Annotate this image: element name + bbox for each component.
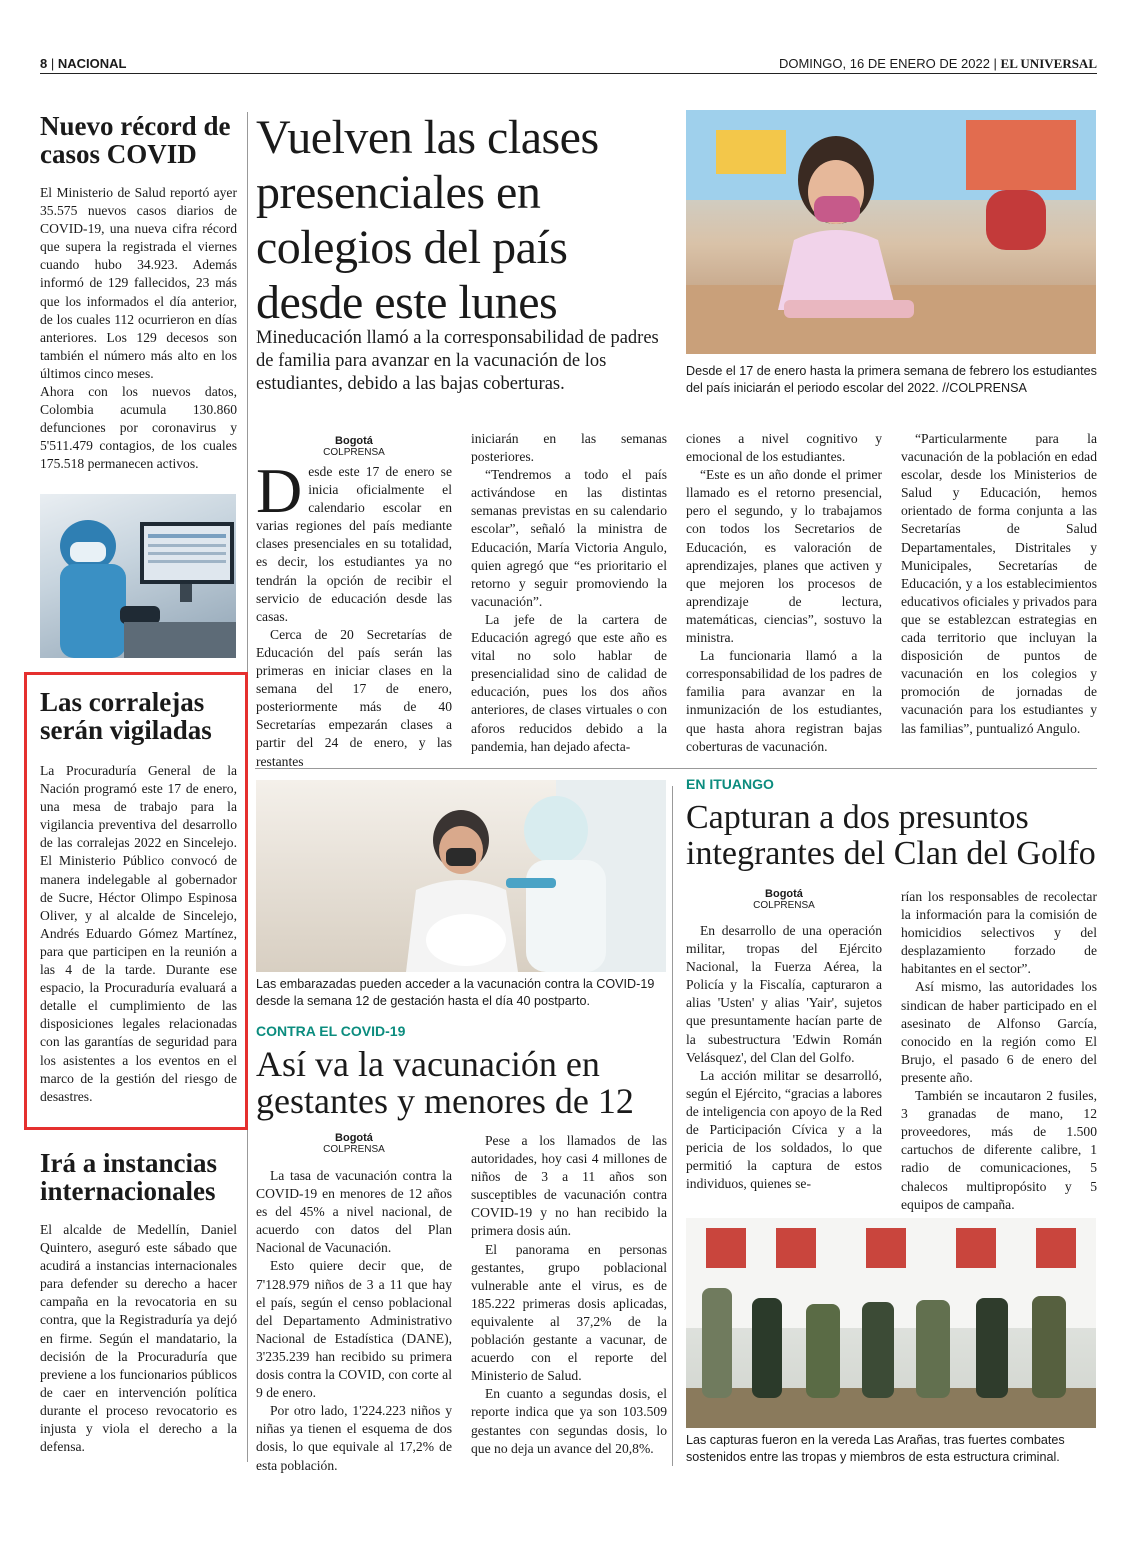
covid-body: El Ministerio de Salud reportó ayer 35.575 nuevos casos diarios de COVID-19, una nueva cifra récord que supera la registrada el viernes cuando hubo 34.923. Además informó de 129 fallecidos, 23 más que los informados el día anterior, de los cuales 112 ocurrieron en días anteriores. Los 129 decesos son también el número más alto en los últimos cinco meses. Ahora con los nuevos datos, Colombia acumula 130.860 defunciones por coronavirus y 5'511.479 contagios, de los cuales 175.518 permanecen activos. bbox=[40, 185, 237, 472]
corralejas-brief bbox=[40, 688, 237, 1106]
issue-date: DOMINGO, 16 DE ENERO DE 2022 bbox=[778, 56, 990, 71]
column-divider bbox=[672, 786, 673, 1466]
page-header bbox=[40, 54, 1097, 72]
dateline-agency: COLPRENSA bbox=[323, 447, 385, 458]
clases-deck: Mineducación llamó a la corresponsabilidad de padres de familia para avanzar en la vacunación de los estudiantes, debido a las bajas coberturas. bbox=[256, 328, 659, 394]
header-rule bbox=[40, 73, 1097, 74]
covid-brief bbox=[40, 112, 237, 474]
student-image bbox=[686, 110, 1096, 354]
clases-col2: iniciarán en las semanas posteriores. “Tendremos a todo el país activándose en las distintas semanas previstas en su calendario escolar”, señaló la ministra de Educación, María Victoria Angulo, quien agregó que “es prioritario el retorno y seguir promoviendo la vacunación”. La jefe de la cartera de Educación agregó que este año es vital no solo hablar de presencialidad sino de calidad de educación, pues los dos años anteriores, de clases virtuales o con aforos reducidos debido a la pandemia, han dejado afecta- bbox=[471, 431, 667, 754]
dateline-city: Bogotá bbox=[335, 1132, 373, 1144]
page-number: 8 bbox=[40, 56, 48, 71]
healthcare-worker-image bbox=[40, 494, 236, 658]
vacunacion-kicker: CONTRA EL COVID-19 bbox=[256, 1023, 406, 1039]
ituango-col2: rían los responsables de recolectar la información para la comisión de homicidios selectivos y del desplazamiento forzado de habitantes en el sector”. Así mismo, las autoridades los sindican de haber participado en el asesinato de Alfonso García, conocido en la región como El Brujo, el pasado 6 de enero del presente año. También se incautaron 2 fusiles, 3 granadas de mano, 12 proveedores, más de 1.500 cartuchos de diferente calibre, 1 radio de comunicaciones, 5 chalecos multipropósito y 5 equipos de campaña. bbox=[901, 889, 1097, 1212]
clases-headline: Vuelven las clases presenciales en colegios del país desde este lunes bbox=[256, 111, 599, 329]
capture-caption: Las capturas fueron en la vereda Las Arañas, tras fuertes combates sostenidos entre las tropas y miembros de esta estructura criminal. bbox=[686, 1433, 1065, 1464]
issue-info: DOMINGO, 16 DE ENERO DE 2022 | EL UNIVERSAL bbox=[778, 56, 1097, 71]
vacunacion-dateline bbox=[256, 1133, 452, 1155]
covid-title: Nuevo récord de casos COVID bbox=[40, 111, 231, 169]
page-section: 8 | NACIONAL bbox=[40, 56, 127, 71]
instancias-title: Irá a instancias internacionales bbox=[40, 1148, 218, 1206]
dateline-city: Bogotá bbox=[335, 435, 373, 447]
vaccination-caption: Las embarazadas pueden acceder a la vacunación contra la COVID-19 desde la semana 12 de gestación hasta el día 40 postparto. bbox=[256, 977, 655, 1008]
clases-col1: D esde este 17 de enero se inicia oficialmente el calendario escolar en varias regiones del país mediante clases presenciales en su totalidad, es decir, los estudiantes ya no tendrán la opción de recibir el servicio de educación desde las casas. Cerca de 20 Secretarías de Educación del país serán las primeras en iniciar clases en la semana del 17 de enero, posteriormente más de 40 Secretarías empezarán clases a partir del 24 de enero, y las restantes bbox=[256, 455, 452, 769]
dateline-city: Bogotá bbox=[765, 888, 803, 900]
classroom-photo bbox=[686, 110, 1096, 354]
vacunacion-col2: Pese a los llamados de las autoridades, hoy casi 4 millones de niños de 3 a 11 años son susceptibles de vacunación contra COVID-19 y no han recibido la primera dosis aún. El panorama en personas gestantes, grupo poblacional vulnerable ante el virus, es de 185.222 primeras dosis aplicadas, equivalente al 37,2% de la población gestante a vacunar, de acuerdo con el reporte del Ministerio de Salud. En cuanto a segundas dosis, el reporte indica que ya son 103.509 gestantes con segundas dosis, lo que no deja un avance del 20,8%. bbox=[471, 1133, 667, 1456]
covid-photo bbox=[40, 494, 236, 658]
ituango-dateline bbox=[686, 889, 882, 911]
instancias-body: El alcalde de Medellín, Daniel Quintero, aseguró este sábado que acudirá a instancias internacionales para defender su derecho a hacer campaña en la revocatoria en su contra, que la Registraduría ya dejó en firme. Según el mandatario, la decisión de la Procuraduría que previene a los funcionarios públicos de caer en intervención política durante el proceso revocatorio es injusta y viola el derecho a la defensa. bbox=[40, 1222, 237, 1455]
soldiers-image bbox=[686, 1218, 1096, 1428]
capture-photo bbox=[686, 1218, 1096, 1428]
vaccination-photo bbox=[256, 780, 666, 972]
clases-col4: “Particularmente para la vacunación de la población en edad escolar, desde los Ministerios de Salud y Educación, hemos orientado de forma conjunta a las Secretarías de Salud Departamentales, Distritales y Municipales, Secretarías de Educación, y a los establecimientos educativos oficiales y privados para que se establezcan estrategias en cada territorio que incluyan la disposición de puntos de vacunación en los colegios y promoción de jornadas de vacunación para los estudiantes y las familias”, puntualizó Angulo. bbox=[901, 431, 1097, 736]
ituango-kicker: EN ITUANGO bbox=[686, 776, 774, 792]
corralejas-title: Las corralejas serán vigiladas bbox=[40, 687, 212, 745]
section-name: NACIONAL bbox=[57, 56, 127, 71]
ituango-col1: En desarrollo de una operación militar, tropas del Ejército Nacional, la Fuerza Aérea, la Policía y la Fiscalía, capturaron a alias 'Usten' y alias 'Yair', sujetos que presuntamente hacían parte de la subestructura 'Edwin Román Velásquez', del Clan del Golfo. La acción militar se desarrolló, según el Ejército, “gracias a labores de inteligencia con apoyo de la Red de Participación Cívica y a la pericia de los soldados, lo que permitió la captura de estos individuos, quienes se- bbox=[686, 923, 882, 1192]
vacunacion-headline: Así va la vacunación en gestantes y menores de 12 bbox=[256, 1044, 634, 1121]
pregnant-woman-vaccine-image bbox=[256, 780, 666, 972]
instancias-brief bbox=[40, 1149, 237, 1456]
vacunacion-col1: La tasa de vacunación contra la COVID-19 en menores de 12 años es del 45% a nivel nacional, de acuerdo con datos del Plan Nacional de Vacunación. Esto quiere decir que, de 7'128.979 niños de 3 a 11 que hay el país, según el censo poblacional del Departamento Administrativo Nacional de Estadística (DANE), 3'235.239 han recibido su primera dosis contra la COVID, con corte al 9 de enero. Por otro lado, 1'224.223 niños y niñas ya tienen el esquema de dos dosis, lo que equivale al 17,2% de esta población. bbox=[256, 1168, 452, 1473]
drop-cap: D bbox=[256, 455, 303, 526]
corralejas-body: La Procuraduría General de la Nación programó este 17 de enero, una mesa de trabajo para la vigilancia preventiva del desarrollo de las corralejas 2022 en Sincelejo. El Ministerio Público convocó de manera indelegable al gobernador de Sucre, Héctor Olimpo Espinosa Oliver, y al alcalde de Sincelejo, Andrés Eduardo Gómez Martínez, para que participen en la reunión a las 4 de la tarde. Durante ese espacio, la Procuraduría evaluará a detalle el cumplimiento de las disposiciones legales relacionadas con las garantías de seguridad para los asistentes a los eventos en el marco de la gestión del riesgo de desastres. bbox=[40, 763, 237, 1104]
ituango-headline: Capturan a dos presuntos integrantes del Clan del Golfo bbox=[686, 799, 1096, 872]
clases-col3: ciones a nivel cognitivo y emocional de los estudiantes. “Este es un año donde el primer llamado es el retorno presencial, pero el segundo, y lo trabajamos con todos los Secretarios de Educación, es valoración de aprendizajes, planes que activen y que mejoren los procesos de aprendizaje de lectura, matemáticas, ciencias”, sostuvo la ministra. La funcionaria llamó a la corresponsabilidad de los padres de familia para avanzar en la inmunización de los estudiantes, que hasta ahora registran bajas coberturas de vacunación. bbox=[686, 431, 882, 754]
newspaper-name: EL UNIVERSAL bbox=[1000, 56, 1097, 71]
classroom-caption: Desde el 17 de enero hasta la primera semana de febrero los estudiantes del país iniciarán el periodo escolar del 2022. //COLPRENSA bbox=[686, 364, 1097, 395]
dateline-agency: COLPRENSA bbox=[753, 900, 815, 911]
dateline-agency: COLPRENSA bbox=[323, 1144, 385, 1155]
